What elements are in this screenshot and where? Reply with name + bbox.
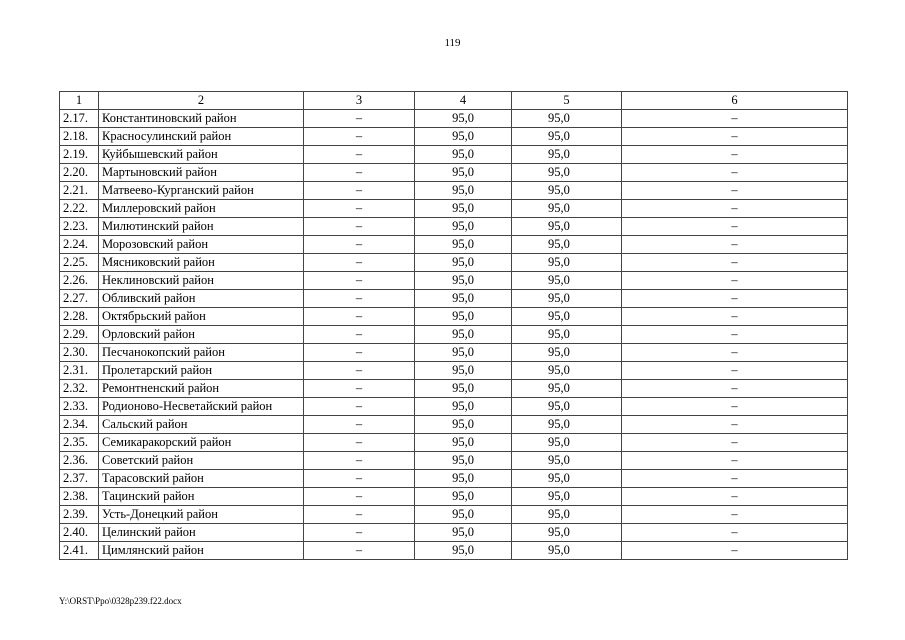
row-number-cell: 2.18. xyxy=(60,128,99,146)
column-3-cell: – xyxy=(304,236,415,254)
table-row xyxy=(60,488,848,506)
column-4-cell: 95,0 xyxy=(415,308,512,326)
column-6-cell: – xyxy=(622,470,848,488)
column-3-cell: – xyxy=(304,146,415,164)
column-6-cell: – xyxy=(622,488,848,506)
column-4-cell: 95,0 xyxy=(415,344,512,362)
column-6-cell: – xyxy=(622,344,848,362)
column-5-cell: 95,0 xyxy=(512,380,622,398)
column-4-cell: 95,0 xyxy=(415,236,512,254)
column-3-cell: – xyxy=(304,434,415,452)
table-row xyxy=(60,470,848,488)
district-name-cell: Тацинский район xyxy=(99,488,304,506)
table-row xyxy=(60,182,848,200)
row-number-cell: 2.24. xyxy=(60,236,99,254)
row-number-cell: 2.32. xyxy=(60,380,99,398)
column-6-cell: – xyxy=(622,542,848,560)
district-name-cell: Матвеево-Курганский район xyxy=(99,182,304,200)
column-3-cell: – xyxy=(304,542,415,560)
table-row xyxy=(60,362,848,380)
column-4-cell: 95,0 xyxy=(415,434,512,452)
column-6-cell: – xyxy=(622,146,848,164)
column-6-cell: – xyxy=(622,434,848,452)
district-name-cell: Обливский район xyxy=(99,290,304,308)
row-number-cell: 2.17. xyxy=(60,110,99,128)
column-6-cell: – xyxy=(622,128,848,146)
column-3-cell: – xyxy=(304,182,415,200)
row-number-cell: 2.25. xyxy=(60,254,99,272)
column-4-cell: 95,0 xyxy=(415,398,512,416)
column-4-cell: 95,0 xyxy=(415,290,512,308)
table-row xyxy=(60,524,848,542)
column-3-cell: – xyxy=(304,290,415,308)
row-number-cell: 2.40. xyxy=(60,524,99,542)
column-3-cell: – xyxy=(304,416,415,434)
column-6-cell: – xyxy=(622,326,848,344)
district-name-cell: Мясниковский район xyxy=(99,254,304,272)
column-6-cell: – xyxy=(622,290,848,308)
column-3-cell: – xyxy=(304,254,415,272)
district-name-cell: Милютинский район xyxy=(99,218,304,236)
district-name-cell: Красносулинский район xyxy=(99,128,304,146)
row-number-cell: 2.28. xyxy=(60,308,99,326)
table-row xyxy=(60,506,848,524)
table-header-row xyxy=(60,92,848,110)
table-row xyxy=(60,542,848,560)
data-table xyxy=(59,91,848,560)
column-3-cell: – xyxy=(304,344,415,362)
column-4-cell: 95,0 xyxy=(415,470,512,488)
column-3-cell: – xyxy=(304,308,415,326)
district-name-cell: Куйбышевский район xyxy=(99,146,304,164)
column-3-cell: – xyxy=(304,128,415,146)
table-row xyxy=(60,200,848,218)
table-row xyxy=(60,344,848,362)
column-3-cell: – xyxy=(304,398,415,416)
column-4-cell: 95,0 xyxy=(415,200,512,218)
district-name-cell: Родионово-Несветайский район xyxy=(99,398,304,416)
column-6-cell: – xyxy=(622,362,848,380)
column-6-cell: – xyxy=(622,182,848,200)
column-5-cell: 95,0 xyxy=(512,218,622,236)
column-4-cell: 95,0 xyxy=(415,542,512,560)
row-number-cell: 2.21. xyxy=(60,182,99,200)
row-number-cell: 2.22. xyxy=(60,200,99,218)
column-5-cell: 95,0 xyxy=(512,254,622,272)
column-4-cell: 95,0 xyxy=(415,326,512,344)
row-number-cell: 2.33. xyxy=(60,398,99,416)
column-6-cell: – xyxy=(622,398,848,416)
district-name-cell: Советский район xyxy=(99,452,304,470)
row-number-cell: 2.36. xyxy=(60,452,99,470)
column-5-cell: 95,0 xyxy=(512,398,622,416)
table-row xyxy=(60,452,848,470)
column-5-cell: 95,0 xyxy=(512,506,622,524)
column-5-cell: 95,0 xyxy=(512,110,622,128)
district-name-cell: Пролетарский район xyxy=(99,362,304,380)
row-number-cell: 2.35. xyxy=(60,434,99,452)
table-row xyxy=(60,416,848,434)
column-4-cell: 95,0 xyxy=(415,164,512,182)
column-6-cell: – xyxy=(622,200,848,218)
row-number-cell: 2.26. xyxy=(60,272,99,290)
district-name-cell: Семикаракорский район xyxy=(99,434,304,452)
column-3-cell: – xyxy=(304,488,415,506)
column-3-cell: – xyxy=(304,326,415,344)
header-cell-6: 6 xyxy=(622,92,848,110)
row-number-cell: 2.41. xyxy=(60,542,99,560)
column-4-cell: 95,0 xyxy=(415,146,512,164)
column-5-cell: 95,0 xyxy=(512,524,622,542)
column-5-cell: 95,0 xyxy=(512,200,622,218)
column-6-cell: – xyxy=(622,524,848,542)
table-row xyxy=(60,164,848,182)
row-number-cell: 2.20. xyxy=(60,164,99,182)
column-3-cell: – xyxy=(304,524,415,542)
table-row xyxy=(60,218,848,236)
column-5-cell: 95,0 xyxy=(512,128,622,146)
column-5-cell: 95,0 xyxy=(512,236,622,254)
column-5-cell: 95,0 xyxy=(512,488,622,506)
column-6-cell: – xyxy=(622,254,848,272)
district-name-cell: Целинский район xyxy=(99,524,304,542)
column-5-cell: 95,0 xyxy=(512,452,622,470)
column-4-cell: 95,0 xyxy=(415,506,512,524)
column-4-cell: 95,0 xyxy=(415,416,512,434)
column-5-cell: 95,0 xyxy=(512,542,622,560)
column-6-cell: – xyxy=(622,272,848,290)
district-name-cell: Тарасовский район xyxy=(99,470,304,488)
column-6-cell: – xyxy=(622,110,848,128)
column-6-cell: – xyxy=(622,380,848,398)
column-3-cell: – xyxy=(304,110,415,128)
column-6-cell: – xyxy=(622,452,848,470)
row-number-cell: 2.39. xyxy=(60,506,99,524)
header-cell-4: 4 xyxy=(415,92,512,110)
row-number-cell: 2.34. xyxy=(60,416,99,434)
district-name-cell: Константиновский район xyxy=(99,110,304,128)
table-row xyxy=(60,290,848,308)
column-5-cell: 95,0 xyxy=(512,326,622,344)
column-3-cell: – xyxy=(304,470,415,488)
district-name-cell: Мартыновский район xyxy=(99,164,304,182)
column-3-cell: – xyxy=(304,380,415,398)
column-5-cell: 95,0 xyxy=(512,164,622,182)
column-4-cell: 95,0 xyxy=(415,380,512,398)
column-5-cell: 95,0 xyxy=(512,308,622,326)
column-5-cell: 95,0 xyxy=(512,182,622,200)
table-row xyxy=(60,308,848,326)
column-4-cell: 95,0 xyxy=(415,272,512,290)
column-6-cell: – xyxy=(622,416,848,434)
table-body xyxy=(60,92,848,560)
column-4-cell: 95,0 xyxy=(415,218,512,236)
column-4-cell: 95,0 xyxy=(415,362,512,380)
column-4-cell: 95,0 xyxy=(415,524,512,542)
row-number-cell: 2.38. xyxy=(60,488,99,506)
district-name-cell: Октябрьский район xyxy=(99,308,304,326)
row-number-cell: 2.19. xyxy=(60,146,99,164)
table-row xyxy=(60,146,848,164)
district-name-cell: Сальский район xyxy=(99,416,304,434)
column-5-cell: 95,0 xyxy=(512,272,622,290)
column-5-cell: 95,0 xyxy=(512,434,622,452)
district-name-cell: Цимлянский район xyxy=(99,542,304,560)
district-name-cell: Орловский район xyxy=(99,326,304,344)
table-row xyxy=(60,398,848,416)
header-cell-3: 3 xyxy=(304,92,415,110)
column-6-cell: – xyxy=(622,218,848,236)
header-cell-1: 1 xyxy=(60,92,99,110)
table-row xyxy=(60,326,848,344)
column-3-cell: – xyxy=(304,200,415,218)
column-5-cell: 95,0 xyxy=(512,146,622,164)
column-3-cell: – xyxy=(304,362,415,380)
column-4-cell: 95,0 xyxy=(415,488,512,506)
column-6-cell: – xyxy=(622,236,848,254)
footer-file-path: Y:\ORST\Ppo\0328p239.f22.docx xyxy=(59,596,182,606)
column-4-cell: 95,0 xyxy=(415,452,512,470)
table-row xyxy=(60,254,848,272)
row-number-cell: 2.31. xyxy=(60,362,99,380)
column-5-cell: 95,0 xyxy=(512,290,622,308)
row-number-cell: 2.27. xyxy=(60,290,99,308)
column-4-cell: 95,0 xyxy=(415,110,512,128)
column-6-cell: – xyxy=(622,308,848,326)
column-3-cell: – xyxy=(304,218,415,236)
column-4-cell: 95,0 xyxy=(415,182,512,200)
district-name-cell: Неклиновский район xyxy=(99,272,304,290)
row-number-cell: 2.30. xyxy=(60,344,99,362)
table-row xyxy=(60,110,848,128)
header-cell-2: 2 xyxy=(99,92,304,110)
column-5-cell: 95,0 xyxy=(512,416,622,434)
row-number-cell: 2.37. xyxy=(60,470,99,488)
column-3-cell: – xyxy=(304,272,415,290)
column-5-cell: 95,0 xyxy=(512,344,622,362)
table-row xyxy=(60,128,848,146)
table-row xyxy=(60,236,848,254)
column-5-cell: 95,0 xyxy=(512,362,622,380)
district-name-cell: Миллеровский район xyxy=(99,200,304,218)
column-5-cell: 95,0 xyxy=(512,470,622,488)
table-row xyxy=(60,434,848,452)
header-cell-5: 5 xyxy=(512,92,622,110)
page-number: 119 xyxy=(444,37,461,49)
table-row xyxy=(60,272,848,290)
row-number-cell: 2.23. xyxy=(60,218,99,236)
column-3-cell: – xyxy=(304,506,415,524)
row-number-cell: 2.29. xyxy=(60,326,99,344)
district-name-cell: Морозовский район xyxy=(99,236,304,254)
column-4-cell: 95,0 xyxy=(415,254,512,272)
column-3-cell: – xyxy=(304,452,415,470)
column-4-cell: 95,0 xyxy=(415,128,512,146)
table-row xyxy=(60,380,848,398)
column-3-cell: – xyxy=(304,164,415,182)
column-6-cell: – xyxy=(622,164,848,182)
district-name-cell: Ремонтненский район xyxy=(99,380,304,398)
district-name-cell: Усть-Донецкий район xyxy=(99,506,304,524)
district-name-cell: Песчанокопский район xyxy=(99,344,304,362)
column-6-cell: – xyxy=(622,506,848,524)
